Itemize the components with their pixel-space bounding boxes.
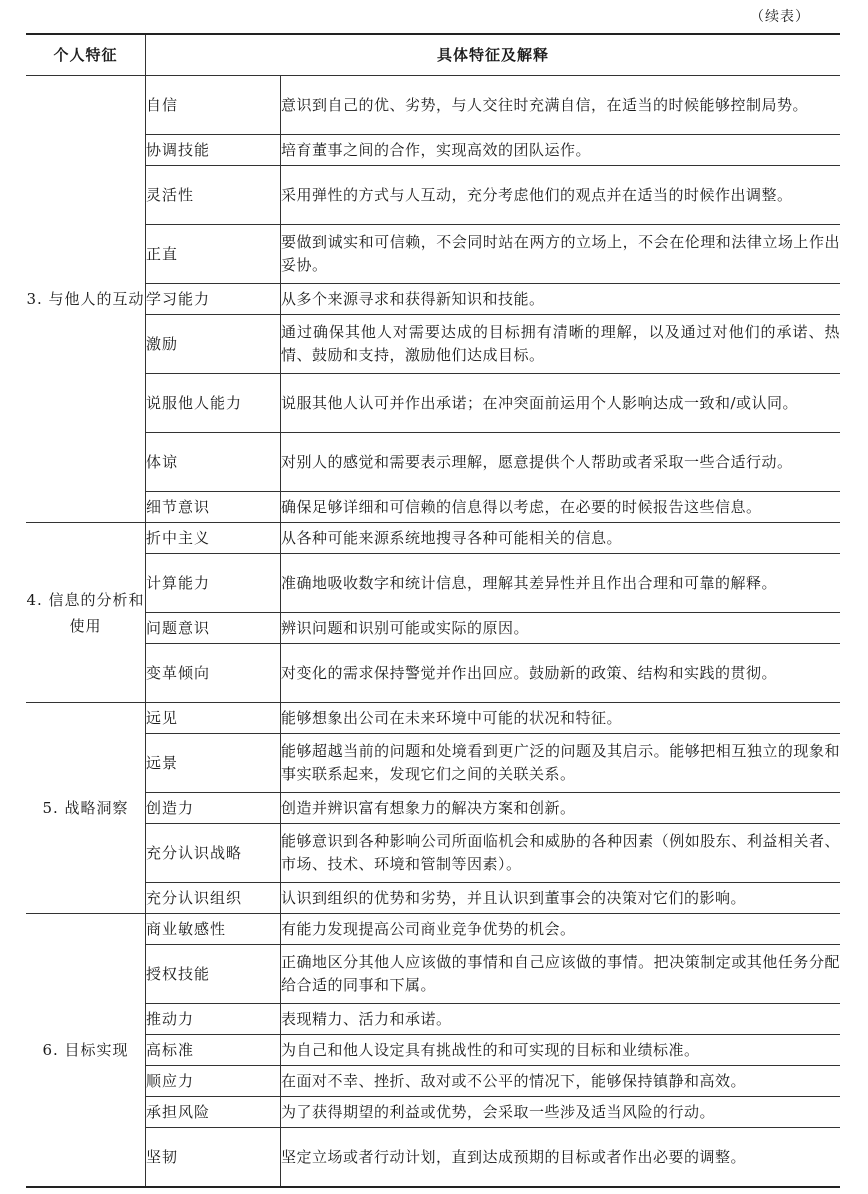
description-cell: 对变化的需求保持警觉并作出回应。鼓励新的政策、结构和实践的贯彻。: [281, 644, 841, 703]
description-cell: 从多个来源寻求和获得新知识和技能。: [281, 284, 841, 315]
table-row: [26, 613, 840, 644]
personal-traits-table: [26, 33, 840, 1188]
feature-cell: 折中主义: [146, 523, 281, 554]
table-row: [26, 1128, 840, 1188]
feature-cell: 坚韧: [146, 1128, 281, 1188]
feature-cell: 远见: [146, 703, 281, 734]
table-row: [26, 1066, 840, 1097]
description-cell: 能够超越当前的问题和处境看到更广泛的问题及其启示。能够把相互独立的现象和事实联系起来，发现它们之间的关联关系。: [281, 734, 841, 793]
table-row: [26, 914, 840, 945]
feature-cell: 授权技能: [146, 945, 281, 1004]
header-personal-trait: 个人特征: [26, 34, 146, 76]
table-header-row: [26, 34, 840, 76]
description-cell: 说服其他人认可并作出承诺；在冲突面前运用个人影响达成一致和/或认同。: [281, 374, 841, 433]
description-cell: 有能力发现提高公司商业竞争优势的机会。: [281, 914, 841, 945]
description-cell: 正确地区分其他人应该做的事情和自己应该做的事情。把决策制定或其他任务分配给合适的同事和下属。: [281, 945, 841, 1004]
table-row: [26, 315, 840, 374]
table-row: [26, 166, 840, 225]
category-cell: 3. 与他人的互动: [26, 76, 146, 523]
table-row: [26, 883, 840, 914]
table-row: [26, 492, 840, 523]
description-cell: 准确地吸收数字和统计信息，理解其差异性并且作出合理和可靠的解释。: [281, 554, 841, 613]
feature-cell: 协调技能: [146, 135, 281, 166]
feature-cell: 推动力: [146, 1004, 281, 1035]
description-cell: 能够意识到各种影响公司所面临机会和威胁的各种因素（例如股东、利益相关者、市场、技术、环境和管制等因素）。: [281, 824, 841, 883]
category-cell: 5. 战略洞察: [26, 703, 146, 914]
feature-cell: 顺应力: [146, 1066, 281, 1097]
feature-cell: 问题意识: [146, 613, 281, 644]
feature-cell: 创造力: [146, 793, 281, 824]
table-row: [26, 824, 840, 883]
feature-cell: 充分认识战略: [146, 824, 281, 883]
description-cell: 通过确保其他人对需要达成的目标拥有清晰的理解，以及通过对他们的承诺、热情、鼓励和支持，激励他们达成目标。: [281, 315, 841, 374]
feature-cell: 自信: [146, 76, 281, 135]
description-cell: 表现精力、活力和承诺。: [281, 1004, 841, 1035]
feature-cell: 高标准: [146, 1035, 281, 1066]
table-row: [26, 734, 840, 793]
table-row: [26, 374, 840, 433]
table-row: [26, 644, 840, 703]
description-cell: 能够想象出公司在未来环境中可能的状况和特征。: [281, 703, 841, 734]
description-cell: 在面对不幸、挫折、敌对或不公平的情况下，能够保持镇静和高效。: [281, 1066, 841, 1097]
feature-cell: 正直: [146, 225, 281, 284]
description-cell: 坚定立场或者行动计划，直到达成预期的目标或者作出必要的调整。: [281, 1128, 841, 1188]
description-cell: 创造并辨识富有想象力的解决方案和创新。: [281, 793, 841, 824]
table-row: [26, 1004, 840, 1035]
feature-cell: 计算能力: [146, 554, 281, 613]
header-specific-traits: 具体特征及解释: [146, 34, 841, 76]
description-cell: 辨识问题和识别可能或实际的原因。: [281, 613, 841, 644]
feature-cell: 学习能力: [146, 284, 281, 315]
description-cell: 要做到诚实和可信赖，不会同时站在两方的立场上，不会在伦理和法律立场上作出妥协。: [281, 225, 841, 284]
feature-cell: 说服他人能力: [146, 374, 281, 433]
feature-cell: 承担风险: [146, 1097, 281, 1128]
table-row: [26, 76, 840, 135]
description-cell: 意识到自己的优、劣势，与人交往时充满自信，在适当的时候能够控制局势。: [281, 76, 841, 135]
table-row: [26, 945, 840, 1004]
description-cell: 为了获得期望的利益或优势，会采取一些涉及适当风险的行动。: [281, 1097, 841, 1128]
feature-cell: 灵活性: [146, 166, 281, 225]
description-cell: 对别人的感觉和需要表示理解，愿意提供个人帮助或者采取一些合适行动。: [281, 433, 841, 492]
table-row: [26, 433, 840, 492]
table-row: [26, 523, 840, 554]
description-cell: 确保足够详细和可信赖的信息得以考虑，在必要的时候报告这些信息。: [281, 492, 841, 523]
description-cell: 为自己和他人设定具有挑战性的和可实现的目标和业绩标准。: [281, 1035, 841, 1066]
description-cell: 采用弹性的方式与人互动，充分考虑他们的观点并在适当的时候作出调整。: [281, 166, 841, 225]
table-row: [26, 793, 840, 824]
table-row: [26, 225, 840, 284]
feature-cell: 变革倾向: [146, 644, 281, 703]
feature-cell: 体谅: [146, 433, 281, 492]
table-row: [26, 554, 840, 613]
feature-cell: 激励: [146, 315, 281, 374]
category-cell: 6. 目标实现: [26, 914, 146, 1188]
feature-cell: 细节意识: [146, 492, 281, 523]
description-cell: 认识到组织的优势和劣势，并且认识到董事会的决策对它们的影响。: [281, 883, 841, 914]
category-cell: 4. 信息的分析和使用: [26, 523, 146, 703]
table-row: [26, 135, 840, 166]
description-cell: 从各种可能来源系统地搜寻各种可能相关的信息。: [281, 523, 841, 554]
feature-cell: 远景: [146, 734, 281, 793]
table-row: [26, 1035, 840, 1066]
table-row: [26, 1097, 840, 1128]
table-row: [26, 703, 840, 734]
feature-cell: 充分认识组织: [146, 883, 281, 914]
continued-label: （续表）: [750, 9, 810, 25]
table-row: [26, 284, 840, 315]
description-cell: 培育董事之间的合作，实现高效的团队运作。: [281, 135, 841, 166]
feature-cell: 商业敏感性: [146, 914, 281, 945]
